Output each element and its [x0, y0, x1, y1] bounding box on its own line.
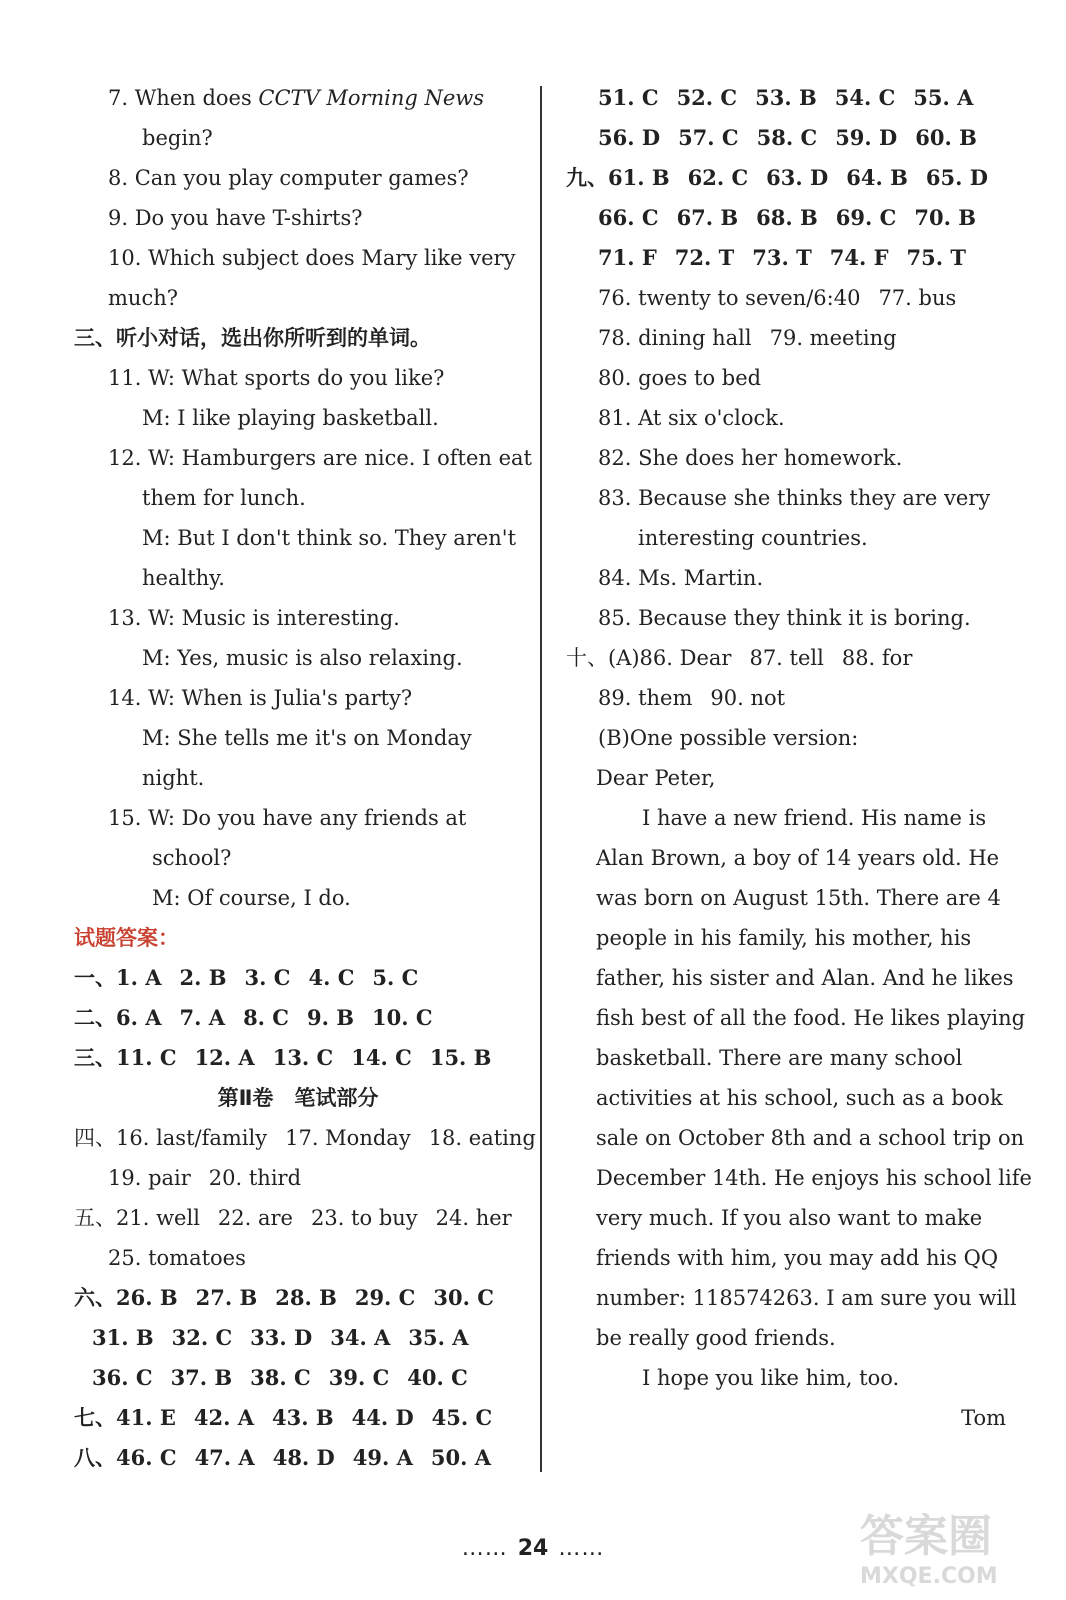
dialog-11-w: 11. W: What sports do you like?: [108, 366, 445, 390]
letter-line: very much. If you also want to make: [596, 1206, 983, 1230]
answer-row-51: 51. C 52. C 53. B 54. C 55. A: [598, 85, 974, 110]
answer-row-3: 三、11. C 12. A 13. C 14. C 15. B: [74, 1045, 492, 1070]
dialog-12-m-cont: healthy.: [142, 566, 225, 590]
dialog-12-w-cont: them for lunch.: [142, 486, 306, 510]
answer-row-5a: 五、21. well 22. are 23. to buy 24. her: [74, 1206, 512, 1230]
dialog-14-m: M: She tells me it's on Monday: [142, 726, 472, 750]
version-label: (B)One possible version:: [598, 726, 859, 750]
dialog-14-m-cont: night.: [142, 766, 205, 790]
question-7-cont: begin?: [142, 126, 213, 150]
question-7: 7. When does CCTV Morning News: [108, 86, 485, 110]
section-3-title: 三、听小对话，选出你所听到的单词。: [74, 326, 431, 350]
column-divider: [540, 86, 542, 1472]
answer-row-86: 十、(A)86. Dear 87. tell 88. for: [566, 646, 913, 670]
letter-signature: Tom: [961, 1406, 1006, 1430]
answer-row-89: 89. them 90. not: [598, 686, 786, 710]
answer-80: 80. goes to bed: [598, 366, 762, 390]
answer-85: 85. Because they think it is boring.: [598, 606, 971, 630]
page-number: …… 24 ……: [461, 1536, 605, 1561]
answer-row-6b: 31. B 32. C 33. D 34. A 35. A: [92, 1325, 469, 1350]
answer-row-4b: 19. pair 20. third: [108, 1166, 302, 1190]
question-9: 9. Do you have T-shirts?: [108, 206, 363, 230]
answer-row-56: 56. D 57. C 58. C 59. D 60. B: [598, 125, 977, 150]
letter-line: was born on August 15th. There are 4: [596, 886, 1001, 910]
letter-line: I have a new friend. His name is: [642, 806, 987, 830]
dialog-15-w-cont: school?: [152, 846, 232, 870]
dialog-15-w: 15. W: Do you have any friends at: [108, 806, 467, 830]
question-10-cont: much?: [108, 286, 178, 310]
answer-row-2: 二、6. A 7. A 8. C 9. B 10. C: [74, 1005, 433, 1030]
watermark-top: 答案圈: [860, 1511, 992, 1562]
dialog-12-w: 12. W: Hamburgers are nice. I often eat: [108, 446, 532, 470]
letter-line: father, his sister and Alan. And he likes: [596, 966, 1014, 990]
answer-83: 83. Because she thinks they are very: [598, 486, 991, 510]
answer-row-4a: 四、16. last/family 17. Monday 18. eating: [74, 1126, 536, 1150]
letter-line: friends with him, you may add his QQ: [596, 1246, 999, 1270]
letter-greeting: Dear Peter,: [596, 766, 716, 790]
dialog-14-w: 14. W: When is Julia's party?: [108, 686, 413, 710]
answer-row-7: 七、41. E 42. A 43. B 44. D 45. C: [74, 1405, 493, 1430]
dialog-15-m: M: Of course, I do.: [152, 886, 351, 910]
dialog-12-m: M: But I don't think so. They aren't: [142, 526, 517, 550]
answer-row-76: 76. twenty to seven/6:40 77. bus: [598, 286, 957, 310]
right-column: [566, 78, 1032, 1438]
letter-line: December 14th. He enjoys his school life: [596, 1166, 1032, 1190]
part-2-heading: 第Ⅱ卷 笔试部分: [217, 1086, 379, 1110]
answer-84: 84. Ms. Martin.: [598, 566, 764, 590]
letter-line: Alan Brown, a boy of 14 years old. He: [596, 846, 1000, 870]
letter-line: sale on October 8th and a school trip on: [596, 1126, 1025, 1150]
letter-line: basketball. There are many school: [596, 1046, 963, 1070]
answer-row-6c: 36. C 37. B 38. C 39. C 40. C: [92, 1365, 468, 1390]
dialog-13-m: M: Yes, music is also relaxing.: [142, 646, 463, 670]
answer-row-71: 71. F 72. T 73. T 74. F 75. T: [598, 245, 966, 270]
answer-82: 82. She does her homework.: [598, 446, 903, 470]
letter-line: fish best of all the food. He likes playing: [596, 1006, 1026, 1030]
letter-line: be really good friends.: [596, 1326, 836, 1350]
question-8: 8. Can you play computer games?: [108, 166, 469, 190]
letter-line: people in his family, his mother, his: [596, 926, 972, 950]
answers-title: 试题答案：: [74, 926, 179, 950]
answer-row-8: 八、46. C 47. A 48. D 49. A 50. A: [74, 1445, 492, 1470]
answer-row-5b: 25. tomatoes: [108, 1246, 246, 1270]
answer-row-1: 一、1. A 2. B 3. C 4. C 5. C: [74, 965, 419, 990]
answer-row-78: 78. dining hall 79. meeting: [598, 326, 897, 350]
watermark-logo: [860, 1500, 1030, 1590]
answer-83-cont: interesting countries.: [638, 526, 868, 550]
letter-line: activities at his school, such as a book: [596, 1086, 1003, 1110]
answer-row-66: 66. C 67. B 68. B 69. C 70. B: [598, 205, 976, 230]
answer-row-61: 九、61. B 62. C 63. D 64. B 65. D: [566, 165, 988, 190]
letter-line: number: 118574263. I am sure you will: [596, 1286, 1017, 1310]
left-column: [74, 78, 536, 1478]
dialog-13-w: 13. W: Music is interesting.: [108, 606, 400, 630]
answer-81: 81. At six o'clock.: [598, 406, 785, 430]
dialog-11-m: M: I like playing basketball.: [142, 406, 439, 430]
answer-row-6a: 六、26. B 27. B 28. B 29. C 30. C: [74, 1285, 494, 1310]
letter-closing-line: I hope you like him, too.: [642, 1366, 900, 1390]
question-10: 10. Which subject does Mary like very: [108, 246, 516, 270]
watermark-bottom: MXQE.COM: [860, 1564, 998, 1589]
